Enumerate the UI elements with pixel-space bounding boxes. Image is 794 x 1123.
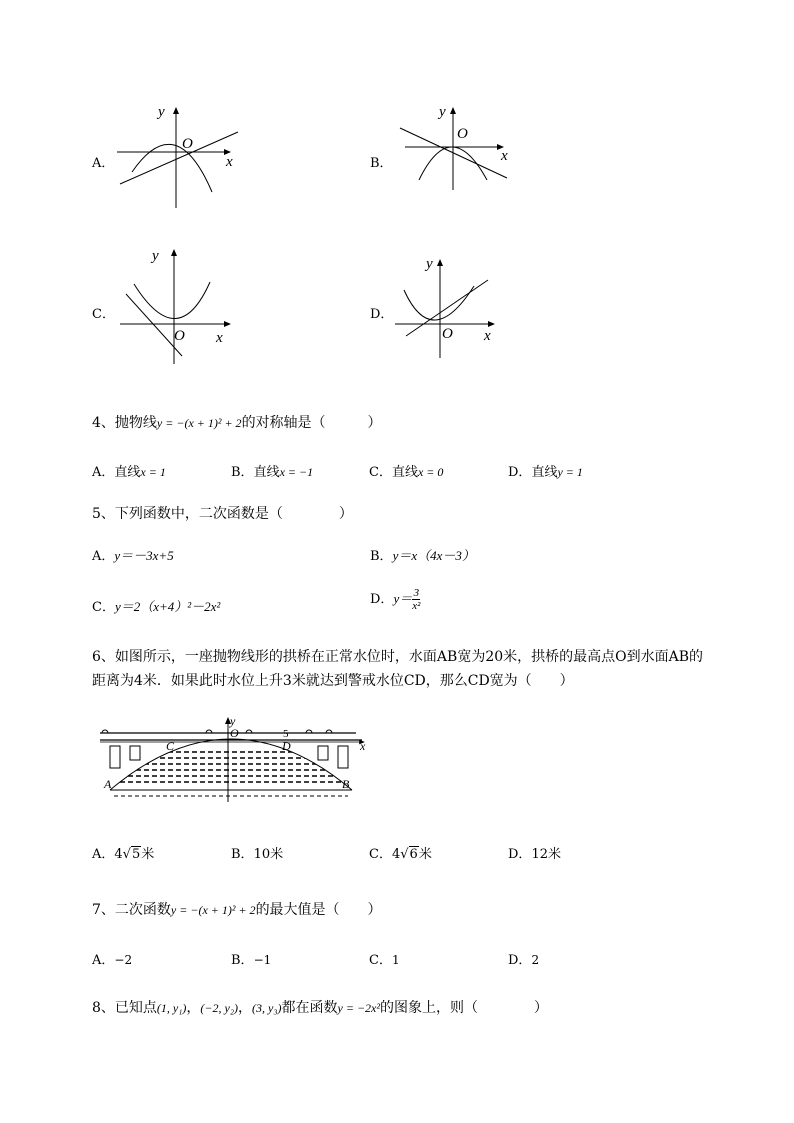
option-label: C．: [369, 465, 392, 480]
sqrt-sign: √: [122, 847, 131, 862]
option-text: 直线: [391, 465, 418, 480]
question-text: 抛物线: [114, 415, 157, 431]
question-number: 6、: [92, 649, 115, 665]
origin-label: O: [442, 326, 453, 342]
question-text: 如图所示，一座抛物线形的拱桥在正常水位时，水面AB宽为20米，拱桥的最高点O到水面AB的: [114, 649, 704, 665]
q7-option-a[interactable]: [92, 949, 132, 968]
option-text: 1: [391, 953, 400, 967]
option-text: −1: [253, 953, 272, 967]
q6-option-b[interactable]: [231, 843, 283, 862]
question-6-line2: [92, 670, 574, 690]
option-math: x = −1: [279, 465, 314, 479]
x-label: x: [226, 154, 233, 170]
q7-option-c[interactable]: [369, 949, 400, 968]
option-unit: 米: [418, 847, 432, 862]
option-math: y＝－3x+5: [114, 548, 174, 563]
parabola: [134, 282, 210, 319]
option-label: C．: [92, 600, 115, 615]
y-label: y: [230, 714, 236, 728]
option-label: B．: [370, 549, 393, 564]
pier-right-2: [338, 746, 348, 768]
q4-option-a[interactable]: [92, 461, 166, 480]
option-label: B．: [231, 953, 254, 968]
x-label: x: [484, 328, 491, 344]
option-text: 2: [531, 953, 540, 967]
option-math: y＝x（4x－3）: [392, 548, 475, 563]
question-text: 的最大值是（ ）: [255, 902, 382, 918]
formula: y = −2x²: [337, 1001, 380, 1015]
option-text: 直线: [531, 465, 558, 480]
option-label: B．: [231, 465, 254, 480]
option-b-label: B．: [370, 156, 393, 171]
q7-option-d[interactable]: [508, 949, 539, 968]
q4-option-c[interactable]: [369, 461, 443, 480]
five-label: 5: [283, 728, 289, 740]
y-label: y: [439, 104, 446, 120]
q6-option-a[interactable]: [92, 843, 154, 862]
option-text: 12米: [531, 847, 561, 862]
parabola: [404, 286, 474, 320]
option-unit: 米: [141, 847, 155, 862]
point-a: A: [104, 777, 112, 791]
fraction: [412, 587, 420, 612]
option-c-label: C．: [92, 307, 115, 322]
q4-option-d[interactable]: [508, 461, 583, 480]
option-label: D．: [370, 592, 394, 607]
formula: y = −(x + 1)² + 2: [170, 903, 256, 917]
question-7: [92, 899, 382, 919]
radicand: 6: [409, 847, 418, 862]
question-text: 下列函数中，二次函数是（ ）: [114, 506, 353, 522]
formula: y = −(x + 1)² + 2: [156, 416, 242, 430]
option-math: y = 1: [557, 465, 583, 479]
question-number: 7、: [92, 902, 115, 918]
x-label: x: [501, 148, 508, 164]
point-2: (−2, y₂): [200, 1001, 239, 1015]
option-label: C．: [369, 847, 392, 862]
option-label: A．: [92, 465, 115, 480]
water-hatching: [96, 752, 371, 782]
point-c: C: [166, 739, 175, 753]
option-math: x = 0: [417, 465, 444, 479]
question-text: 的图象上，则（ ）: [379, 1000, 548, 1016]
line: [120, 132, 238, 184]
option-a-label: A．: [92, 156, 115, 171]
question-number: 4、: [92, 415, 115, 431]
y-label: y: [158, 104, 165, 120]
question-text: 的对称轴是（ ）: [241, 415, 382, 431]
origin-label: O: [230, 726, 239, 740]
sqrt-sign: √: [400, 847, 409, 862]
option-label: D．: [508, 465, 532, 480]
numerator: 3: [413, 587, 420, 599]
separator: ，: [186, 1000, 201, 1016]
x-label: x: [216, 330, 223, 346]
graph-a: [112, 100, 257, 212]
question-text: 距离为4米．如果此时水位上升3米就达到警戒水位CD，那么CD宽为（ ）: [92, 673, 574, 689]
option-math: x = 1: [140, 465, 166, 479]
parabola: [132, 144, 212, 192]
denominator: x²: [412, 600, 421, 612]
origin-label: O: [457, 126, 468, 142]
option-math: y＝: [393, 591, 413, 606]
separator: ，: [238, 1000, 253, 1016]
q5-option-d[interactable]: [370, 587, 420, 612]
option-math: y＝2（x+4）²－2x²: [114, 599, 221, 614]
option-label: A．: [92, 953, 115, 968]
graph-b: [395, 102, 520, 192]
option-text: −2: [114, 953, 133, 967]
option-label: C．: [369, 953, 392, 968]
option-label: B．: [231, 847, 254, 862]
graph-c: [112, 242, 242, 367]
graph-d: [392, 250, 507, 360]
origin-label: O: [174, 328, 185, 344]
point-b: B: [342, 777, 350, 791]
q4-option-b[interactable]: [231, 461, 313, 480]
point-1: (1, y₁): [156, 1001, 187, 1015]
point-3: (3, y₃): [252, 1001, 282, 1015]
pier-right-1: [318, 746, 328, 760]
q6-option-d[interactable]: [508, 843, 561, 862]
question-text: 都在函数: [281, 1000, 338, 1016]
y-label: y: [426, 256, 433, 272]
question-text: 已知点: [114, 1000, 157, 1016]
q5-option-c[interactable]: [92, 596, 220, 615]
x-label: x: [360, 739, 366, 753]
q5-option-b[interactable]: [370, 545, 475, 564]
question-number: 8、: [92, 1000, 115, 1016]
point-d: D: [282, 739, 291, 753]
q5-option-a[interactable]: [92, 545, 174, 564]
pier-left-2: [130, 746, 140, 760]
option-coef: 4: [114, 847, 123, 862]
option-label: A．: [92, 847, 115, 862]
question-text: 二次函数: [114, 902, 171, 918]
pier-left-1: [110, 746, 120, 768]
question-6: [92, 646, 703, 666]
y-label: y: [152, 248, 159, 264]
bridge-figure: [96, 714, 371, 804]
option-label: A．: [92, 549, 115, 564]
option-coef: 4: [391, 847, 401, 862]
option-label: D．: [508, 847, 532, 862]
question-5: [92, 503, 353, 523]
question-8: [92, 997, 548, 1017]
option-d-label: D．: [370, 307, 394, 322]
question-4: [92, 412, 382, 432]
question-number: 5、: [92, 506, 115, 522]
option-text: 直线: [114, 465, 141, 480]
radicand: 5: [131, 847, 141, 862]
q7-option-b[interactable]: [231, 949, 271, 968]
origin-label: O: [182, 136, 193, 152]
q6-option-c[interactable]: [369, 843, 432, 862]
option-text: 10米: [253, 847, 284, 862]
option-label: D．: [508, 953, 532, 968]
option-text: 直线: [253, 465, 280, 480]
